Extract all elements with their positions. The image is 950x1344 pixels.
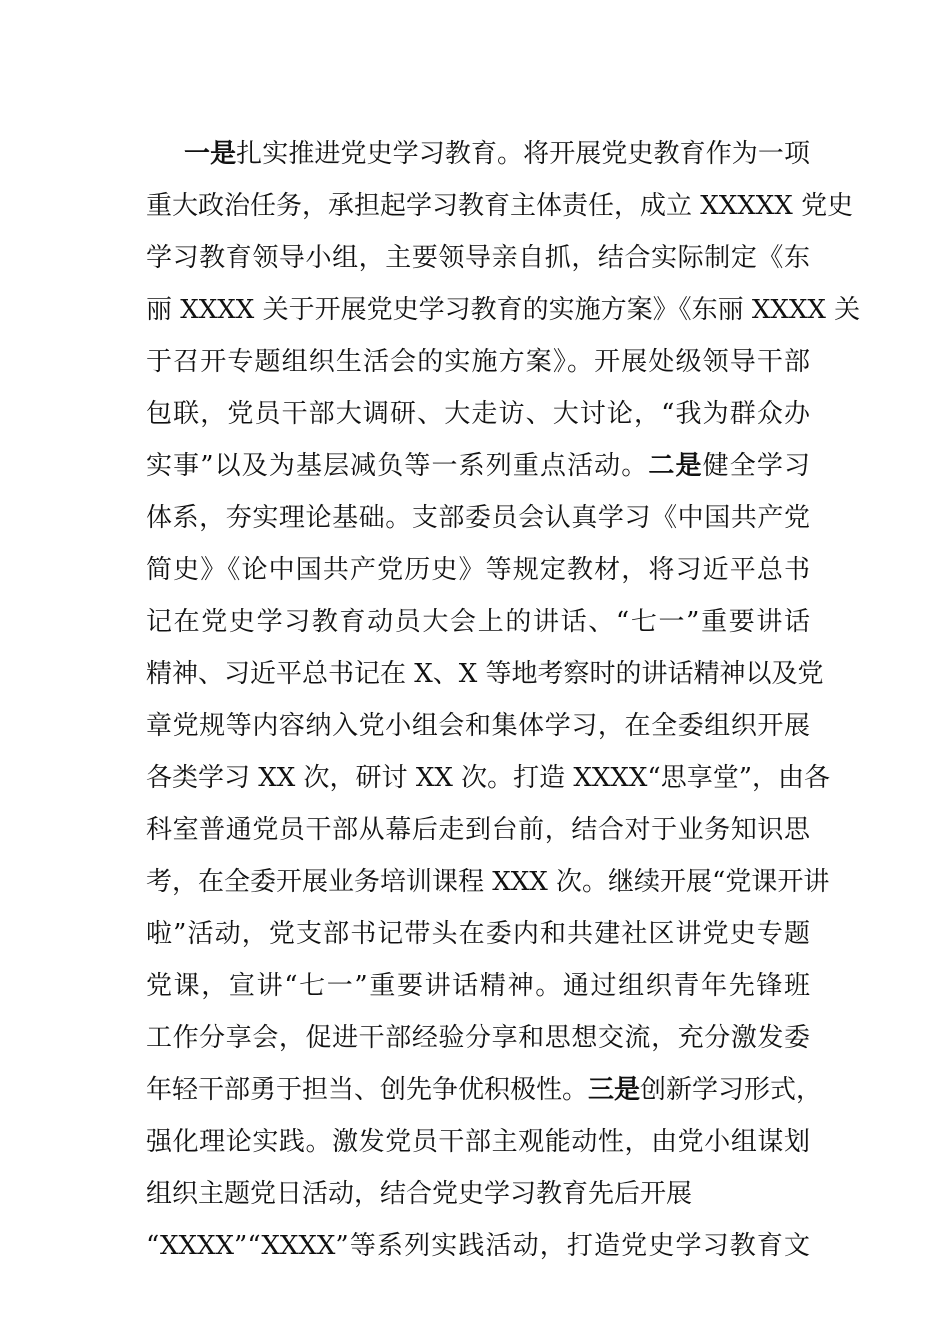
text-line [146,1220,810,1272]
text-line [146,284,861,336]
text-run: 科室普通党员干部从幕后走到台前，结合对于业务知识思 [146,815,810,845]
text-run: 章党规等内容纳入党小组会和集体学习，在全委组织开展 [146,711,810,741]
text-line [146,1116,810,1168]
text-run: “XXXX”“XXXX”等系列实践活动，打造党史学习教育文 [146,1231,810,1261]
text-run: 实事”以及为基层减负等一系列重点活动。 [146,451,649,481]
text-line [146,180,854,232]
text-line [146,648,824,700]
text-run: 各类学习 XX 次，研讨 XX 次。打造 XXXX“思享堂”，由各 [146,763,830,793]
text-run: 学习教育领导小组，主要领导亲自抓，结合实际制定《东 [146,243,810,273]
text-line [146,440,810,492]
text-run: 于召开专题组织生活会的实施方案》。开展处级领导干部 [146,347,810,377]
text-line [146,336,810,388]
text-line [146,960,810,1012]
text-run: 考，在全委开展业务培训课程 XXX 次。继续开展“党课开讲 [146,867,830,897]
text-run: 丽 XXXX 关于开展党史学习教育的实施方案》《东丽 XXXX 关 [146,295,861,325]
text-run: 组织主题党日活动，结合党史学习教育先后开展 [146,1179,693,1209]
text-run: 记在党史学习教育动员大会上的讲话、“七一”重要讲话 [146,607,810,637]
text-line [146,700,810,752]
text-run: 包联，党员干部大调研、大走访、大讨论，“我为群众办 [146,399,810,429]
text-run: 工作分享会，促进干部经验分享和思想交流，充分激发委 [146,1023,810,1053]
text-line [146,908,810,960]
body-paragraph [146,128,861,1272]
bold-lead-phrase: 三是 [588,1075,641,1105]
text-line [146,388,810,440]
text-line [146,232,810,284]
text-run: 简史》《论中国共产党历史》等规定教材，将习近平总书 [146,555,810,585]
text-line [146,492,810,544]
text-run: 扎实推进党史学习教育。将开展党史教育作为一项 [236,139,810,169]
text-run: 创新学习形式， [640,1075,823,1105]
text-run: 啦”活动，党支部书记带头在委内和共建社区讲党史专题 [146,919,810,949]
text-line [146,1012,810,1064]
text-line [146,128,810,180]
text-run: 精神、习近平总书记在 X、X 等地考察时的讲话精神以及党 [146,659,824,689]
bold-lead-phrase: 一是 [184,139,237,169]
text-line [146,752,830,804]
text-run: 体系，夯实理论基础。支部委员会认真学习《中国共产党 [146,503,810,533]
text-line [146,804,810,856]
text-line [146,1064,823,1116]
text-run: 党课，宣讲“七一”重要讲话精神。通过组织青年先锋班 [146,971,810,1001]
text-run: 健全学习 [702,451,810,481]
text-run: 强化理论实践。激发党员干部主观能动性，由党小组谋划 [146,1127,810,1157]
text-run: 年轻干部勇于担当、创先争优积极性。 [146,1075,589,1105]
text-line [146,1168,810,1220]
text-run: 重大政治任务，承担起学习教育主体责任，成立 XXXXX 党史 [146,191,854,221]
text-line [146,596,810,648]
bold-lead-phrase: 二是 [648,451,703,481]
text-line [146,856,830,908]
text-line [146,544,810,596]
